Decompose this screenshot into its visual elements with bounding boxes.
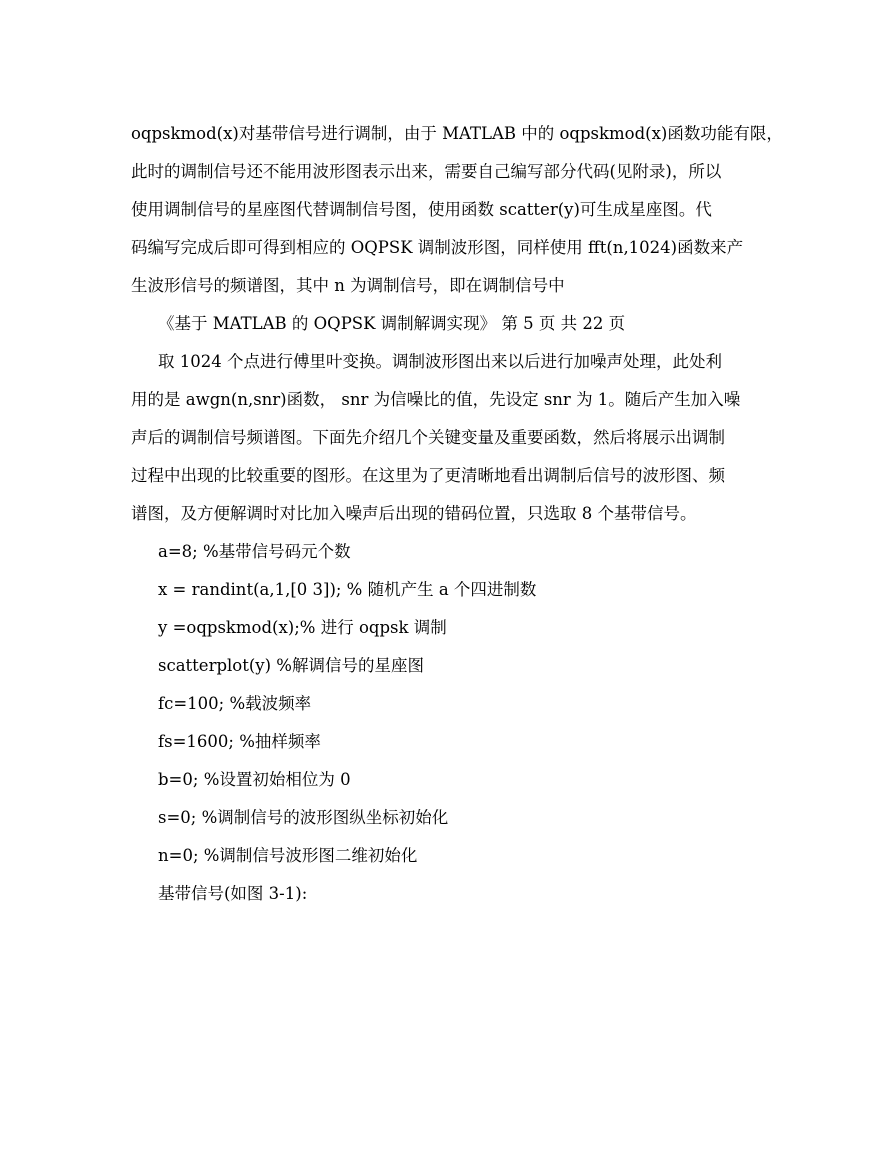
paragraph1-line-5: 生波形信号的频谱图，其中 n 为调制信号，即在调制信号中 bbox=[131, 276, 565, 295]
paragraph2-line-2: 用的是 awgn(n,snr)函数， snr 为信噪比的值，先设定 snr 为 1。随后产生加入噪 bbox=[131, 390, 741, 409]
code-line-7: b=0; %设置初始相位为 0 bbox=[158, 770, 351, 789]
paragraph2-line-5: 谱图，及方便解调时对比加入噪声后出现的错码位置，只选取 8 个基带信号。 bbox=[131, 504, 697, 523]
code-line-2: x = randint(a,1,[0 3]); % 随机产生 a 个四进制数 bbox=[158, 580, 537, 599]
code-line-4: scatterplot(y) %解调信号的星座图 bbox=[158, 656, 424, 675]
code-line-5: fc=100; %载波频率 bbox=[158, 694, 312, 713]
page-header: 《基于 MATLAB 的 OQPSK 调制解调实现》 第 5 页 共 22 页 bbox=[158, 314, 626, 333]
paragraph2-line-4: 过程中出现的比较重要的图形。在这里为了更清晰地看出调制后信号的波形图、频 bbox=[131, 466, 725, 485]
code-line-8: s=0; %调制信号的波形图纵坐标初始化 bbox=[158, 808, 449, 827]
code-line-6: fs=1600; %抽样频率 bbox=[158, 732, 321, 751]
paragraph1-line-2: 此时的调制信号还不能用波形图表示出来，需要自己编写部分代码(见附录)，所以 bbox=[131, 162, 722, 181]
paragraph1-line-4: 码编写完成后即可得到相应的 OQPSK 调制波形图，同样使用 fft(n,1024)函数来产 bbox=[131, 238, 744, 257]
code-line-3: y =oqpskmod(x);% 进行 oqpsk 调制 bbox=[158, 618, 447, 637]
figure-caption: 基带信号(如图 3-1): bbox=[158, 884, 308, 903]
paragraph1-line-1: oqpskmod(x)对基带信号进行调制，由于 MATLAB 中的 oqpskmod(x)函数功能有限， bbox=[131, 124, 783, 143]
code-line-1: a=8; %基带信号码元个数 bbox=[158, 542, 351, 561]
paragraph2-line-3: 声后的调制信号频谱图。下面先介绍几个关键变量及重要函数，然后将展示出调制 bbox=[131, 428, 725, 447]
code-line-9: n=0; %调制信号波形图二维初始化 bbox=[158, 846, 418, 865]
paragraph1-line-3: 使用调制信号的星座图代替调制信号图，使用函数 scatter(y)可生成星座图。代 bbox=[131, 200, 712, 219]
paragraph2-line-1: 取 1024 个点进行傅里叶变换。调制波形图出来以后进行加噪声处理，此处利 bbox=[158, 352, 722, 371]
